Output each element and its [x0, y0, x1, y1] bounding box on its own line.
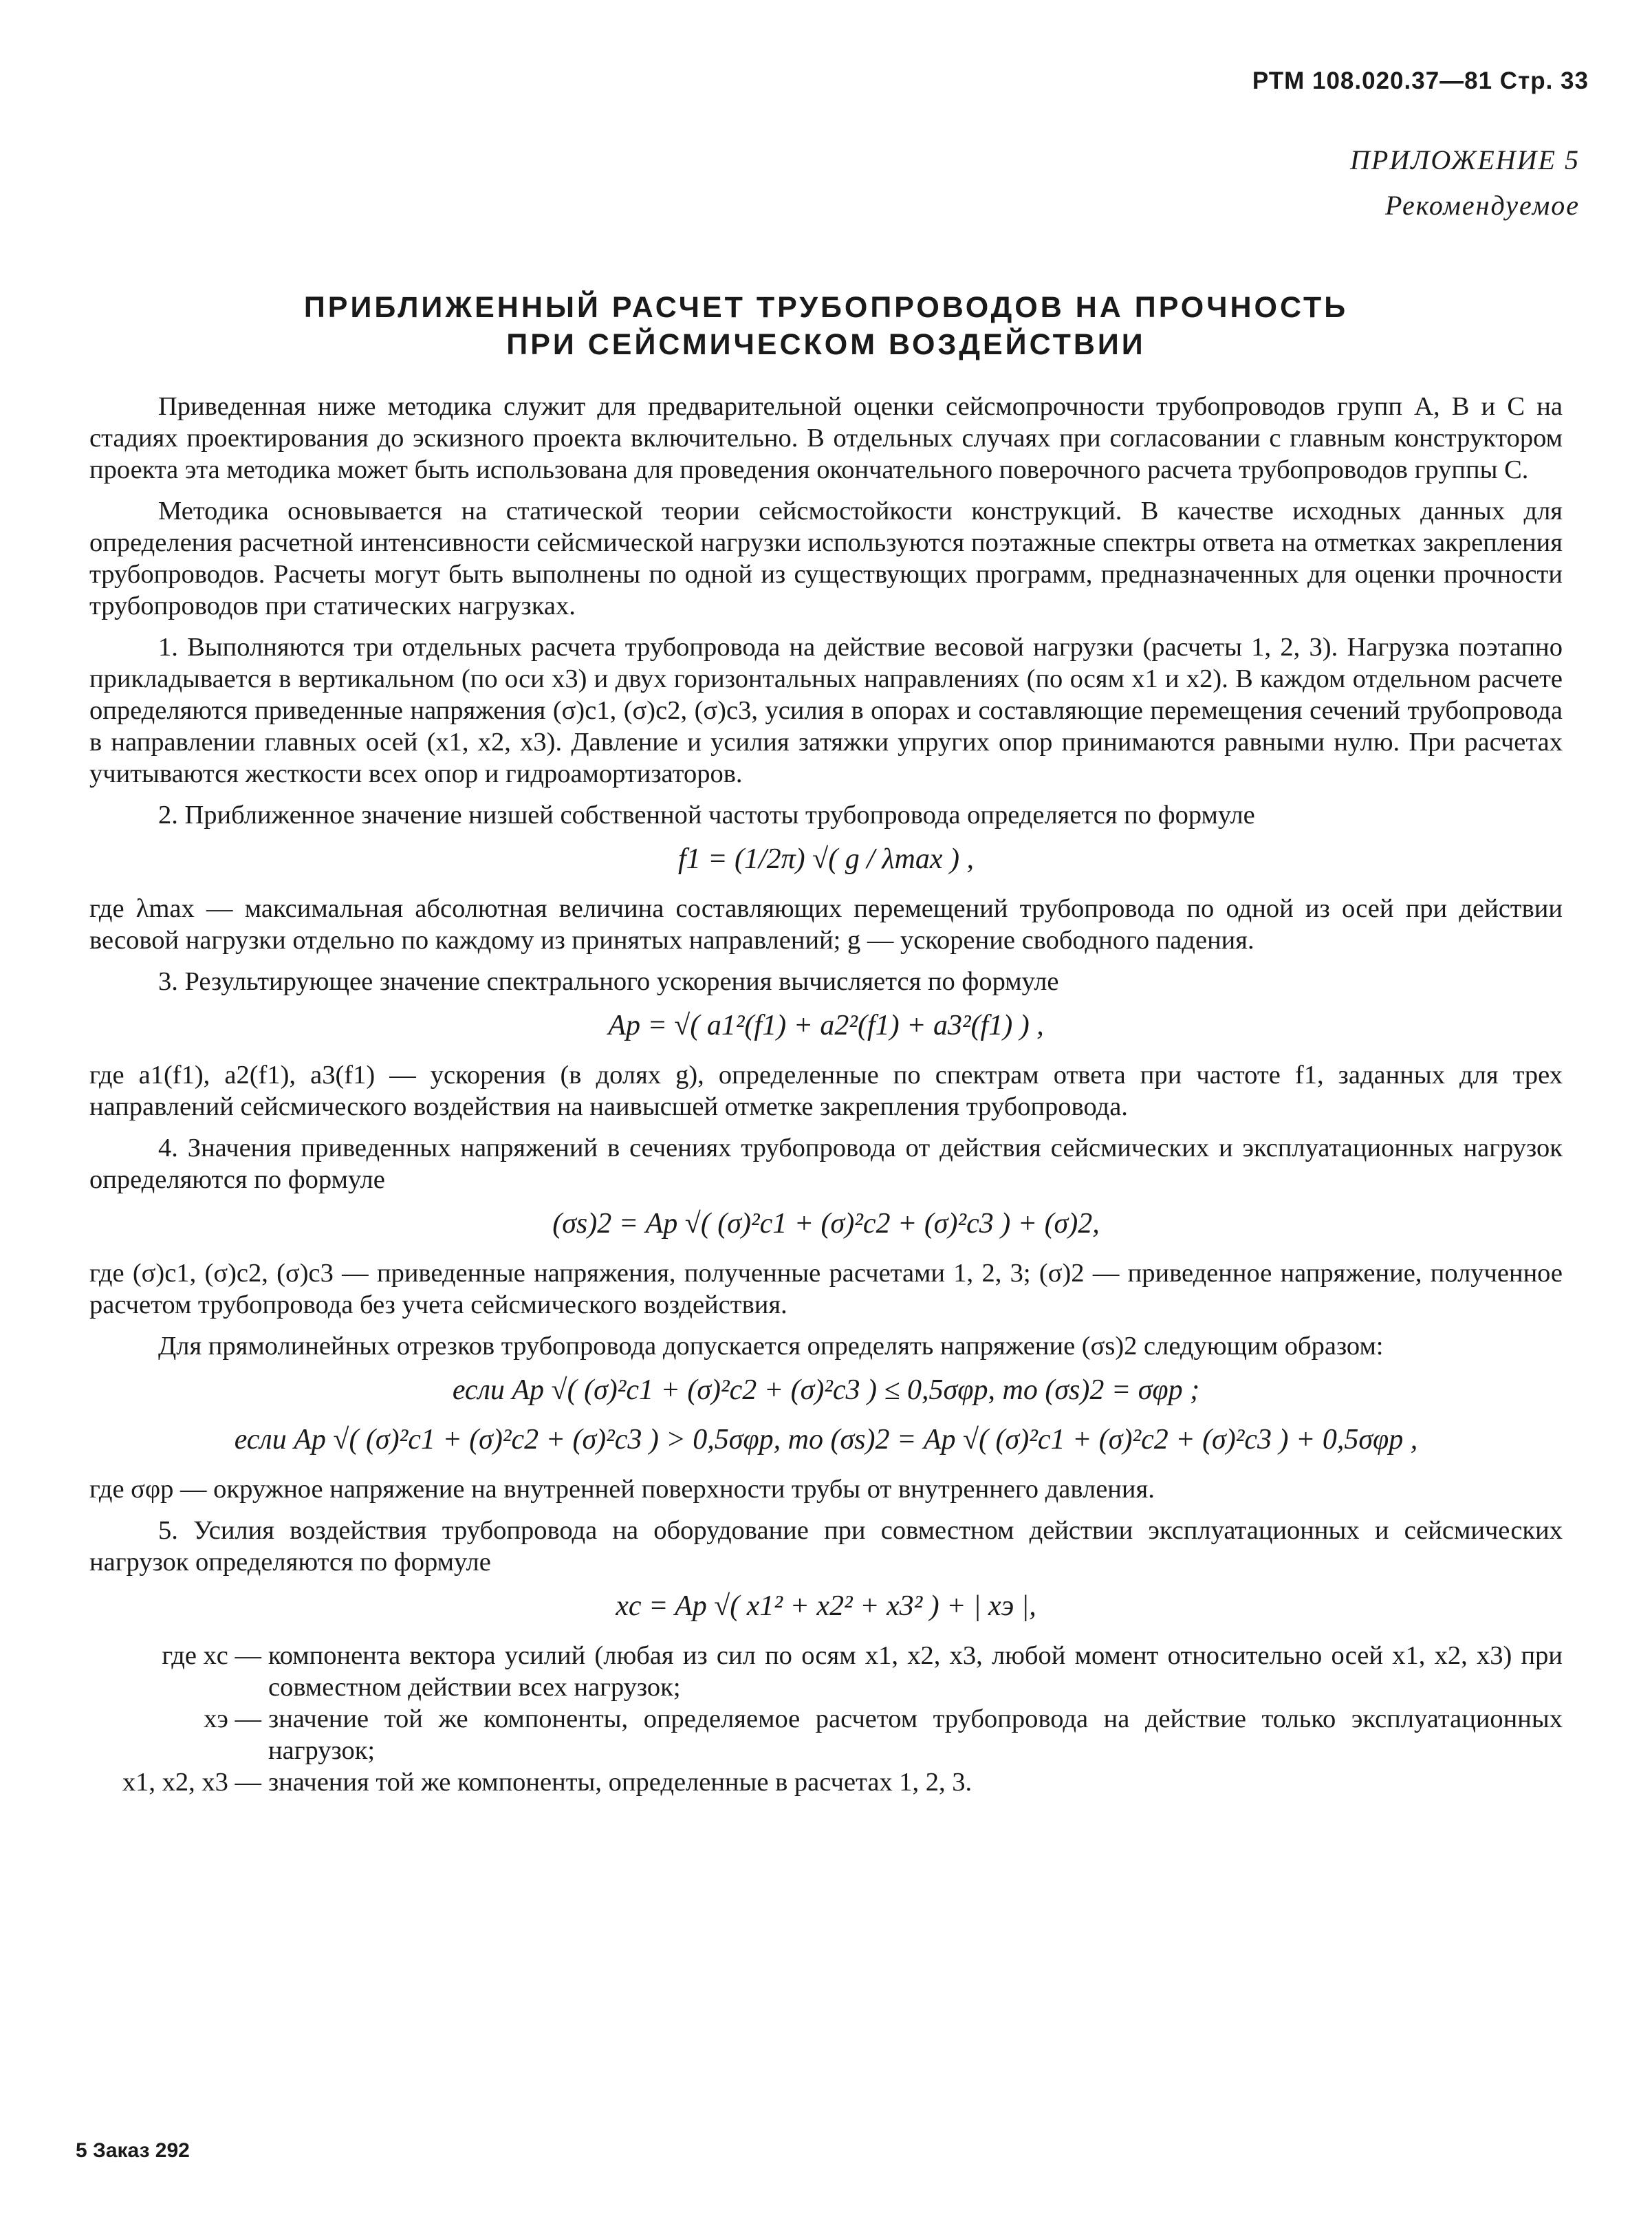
formula-condition-2: если Ap √( (σ)²c1 + (σ)²c2 + (σ)²c3 ) > 0,5σφp, то (σs)2 = Ap √( (σ)²c1 + (σ)²c2 + (σ)²c3 ) + 0,5σφp ,	[234, 1424, 1418, 1455]
paragraph-2: 2. Приближенное значение низшей собственной частоты трубопровода определяется по формуле	[158, 801, 1255, 830]
paragraph-3: 3. Результирующее значение спектрального ускорения вычисляется по формуле	[158, 967, 1059, 996]
paragraph-4-straight-sections: Для прямолинейных отрезков трубопровода допускается определять напряжение (σs)2 следующим образом:	[158, 1332, 1384, 1361]
intro-paragraph-1: Приведенная ниже методика служит для предварительной оценки сейсмопрочности трубопроводов групп А, В и С на стадиях проектирования до эскизного проекта включительно. В отдельных случаях при согласовании с главным конструктором проекта эта методика может быть использована для проведения окончательного поверочного расчета трубопроводов группы С.	[89, 392, 1563, 484]
document-body	[89, 391, 1563, 1798]
annex-status: Рекомендуемое	[1384, 190, 1580, 221]
paragraph-2-where: где λmax — максимальная абсолютная величина составляющих перемещений трубопровода по одной из осей при действии весовой нагрузки отдельно по каждому из принятых направлений; g — ускорение свободного падения.	[89, 894, 1563, 955]
document-title	[0, 289, 1652, 363]
formula-reduced-stress: (σs)2 = Ap √( (σ)²c1 + (σ)²c2 + (σ)²c3 ) + (σ)2,	[552, 1208, 1100, 1240]
title-line-1: ПРИБЛИЖЕННЫЙ РАСЧЕТ ТРУБОПРОВОДОВ НА ПРОЧНОСТЬ	[303, 291, 1349, 324]
formula-forces: xc = Ap √( x1² + x2² + x3² ) + | xэ |,	[616, 1590, 1036, 1622]
definitions-list	[89, 1640, 1563, 1798]
annex-number: ПРИЛОЖЕНИЕ 5	[1350, 144, 1580, 175]
paragraph-4-hoop-stress: где σφp — окружное напряжение на внутренней поверхности трубы от внутреннего давления.	[89, 1475, 1155, 1504]
paragraph-1: 1. Выполняются три отдельных расчета трубопровода на действие весовой нагрузки (расчеты 1, 2, 3). Нагрузка поэтапно прикладывается в вертикальном (по оси x3) и двух горизонтальных направлениях (по осям x1 и x2). В каждом отдельном расчете определяются приведенные напряжения (σ)c1, (σ)c2, (σ)c3, усилия в опорах и составляющие перемещения сечений трубопровода в направлении главных осей (x1, x2, x3). Давление и усилия затяжки упругих опор принимаются равными нулю. При расчетах учитываются жесткости всех опор и гидроамортизаторов.	[89, 633, 1563, 788]
annex-label	[1350, 138, 1580, 228]
paragraph-4: 4. Значения приведенных напряжений в сечениях трубопровода от действия сейсмических и эксплуатационных нагрузок определяются по формуле	[89, 1134, 1563, 1194]
definition-symbol: xэ —	[204, 1704, 261, 1733]
title-line-2: ПРИ СЕЙСМИЧЕСКОМ ВОЗДЕЙСТВИИ	[506, 328, 1146, 361]
definition-text: компонента вектора усилий (любая из сил по осям x1, x2, x3, любой момент относительно осей x1, x2, x3) при совместном действии всех нагрузок;	[268, 1641, 1563, 1702]
definition-symbol: x1, x2, x3 —	[122, 1768, 261, 1797]
page-header: РТМ 108.020.37—81 Стр. 33	[1252, 67, 1589, 94]
formula-frequency: f1 = (1/2π) √( g / λmax ) ,	[677, 843, 975, 875]
paragraph-3-where: где a1(f1), a2(f1), a3(f1) — ускорения (в долях g), определенные по спектрам ответа при частоте f1, заданных для трех направлений сейсмического воздействия на наивысшей отметке закрепления трубопровода.	[89, 1061, 1563, 1121]
paragraph-5: 5. Усилия воздействия трубопровода на оборудование при совместном действии эксплуатационных и сейсмических нагрузок определяются по формуле	[89, 1516, 1563, 1577]
paragraph-4-where: где (σ)c1, (σ)c2, (σ)c3 — приведенные напряжения, полученные расчетами 1, 2, 3; (σ)2 — приведенное напряжение, полученное расчетом трубопровода без учета сейсмического воздействия.	[89, 1259, 1563, 1319]
page-footer: 5 Заказ 292	[76, 2139, 190, 2162]
definition-text: значение той же компоненты, определяемое расчетом трубопровода на действие только эксплуатационных нагрузок;	[268, 1704, 1563, 1765]
intro-paragraph-2: Методика основывается на статической теории сейсмостойкости конструкций. В качестве исходных данных для определения расчетной интенсивности сейсмической нагрузки используются поэтажные спектры ответа на отметках закрепления трубопроводов. Расчеты могут быть выполнены по одной из существующих программ, предназначенных для оценки прочности трубопроводов при статических нагрузках.	[89, 497, 1563, 620]
formula-condition-1: если Ap √( (σ)²c1 + (σ)²c2 + (σ)²c3 ) ≤ 0,5σφp, то (σs)2 = σφp ;	[452, 1374, 1200, 1406]
formula-spectral-acceleration: Ap = √( a1²(f1) + a2²(f1) + a3²(f1) ) ,	[608, 1010, 1044, 1041]
definition-text: значения той же компоненты, определенные в расчетах 1, 2, 3.	[268, 1768, 972, 1797]
definition-symbol: где xc —	[162, 1641, 261, 1670]
